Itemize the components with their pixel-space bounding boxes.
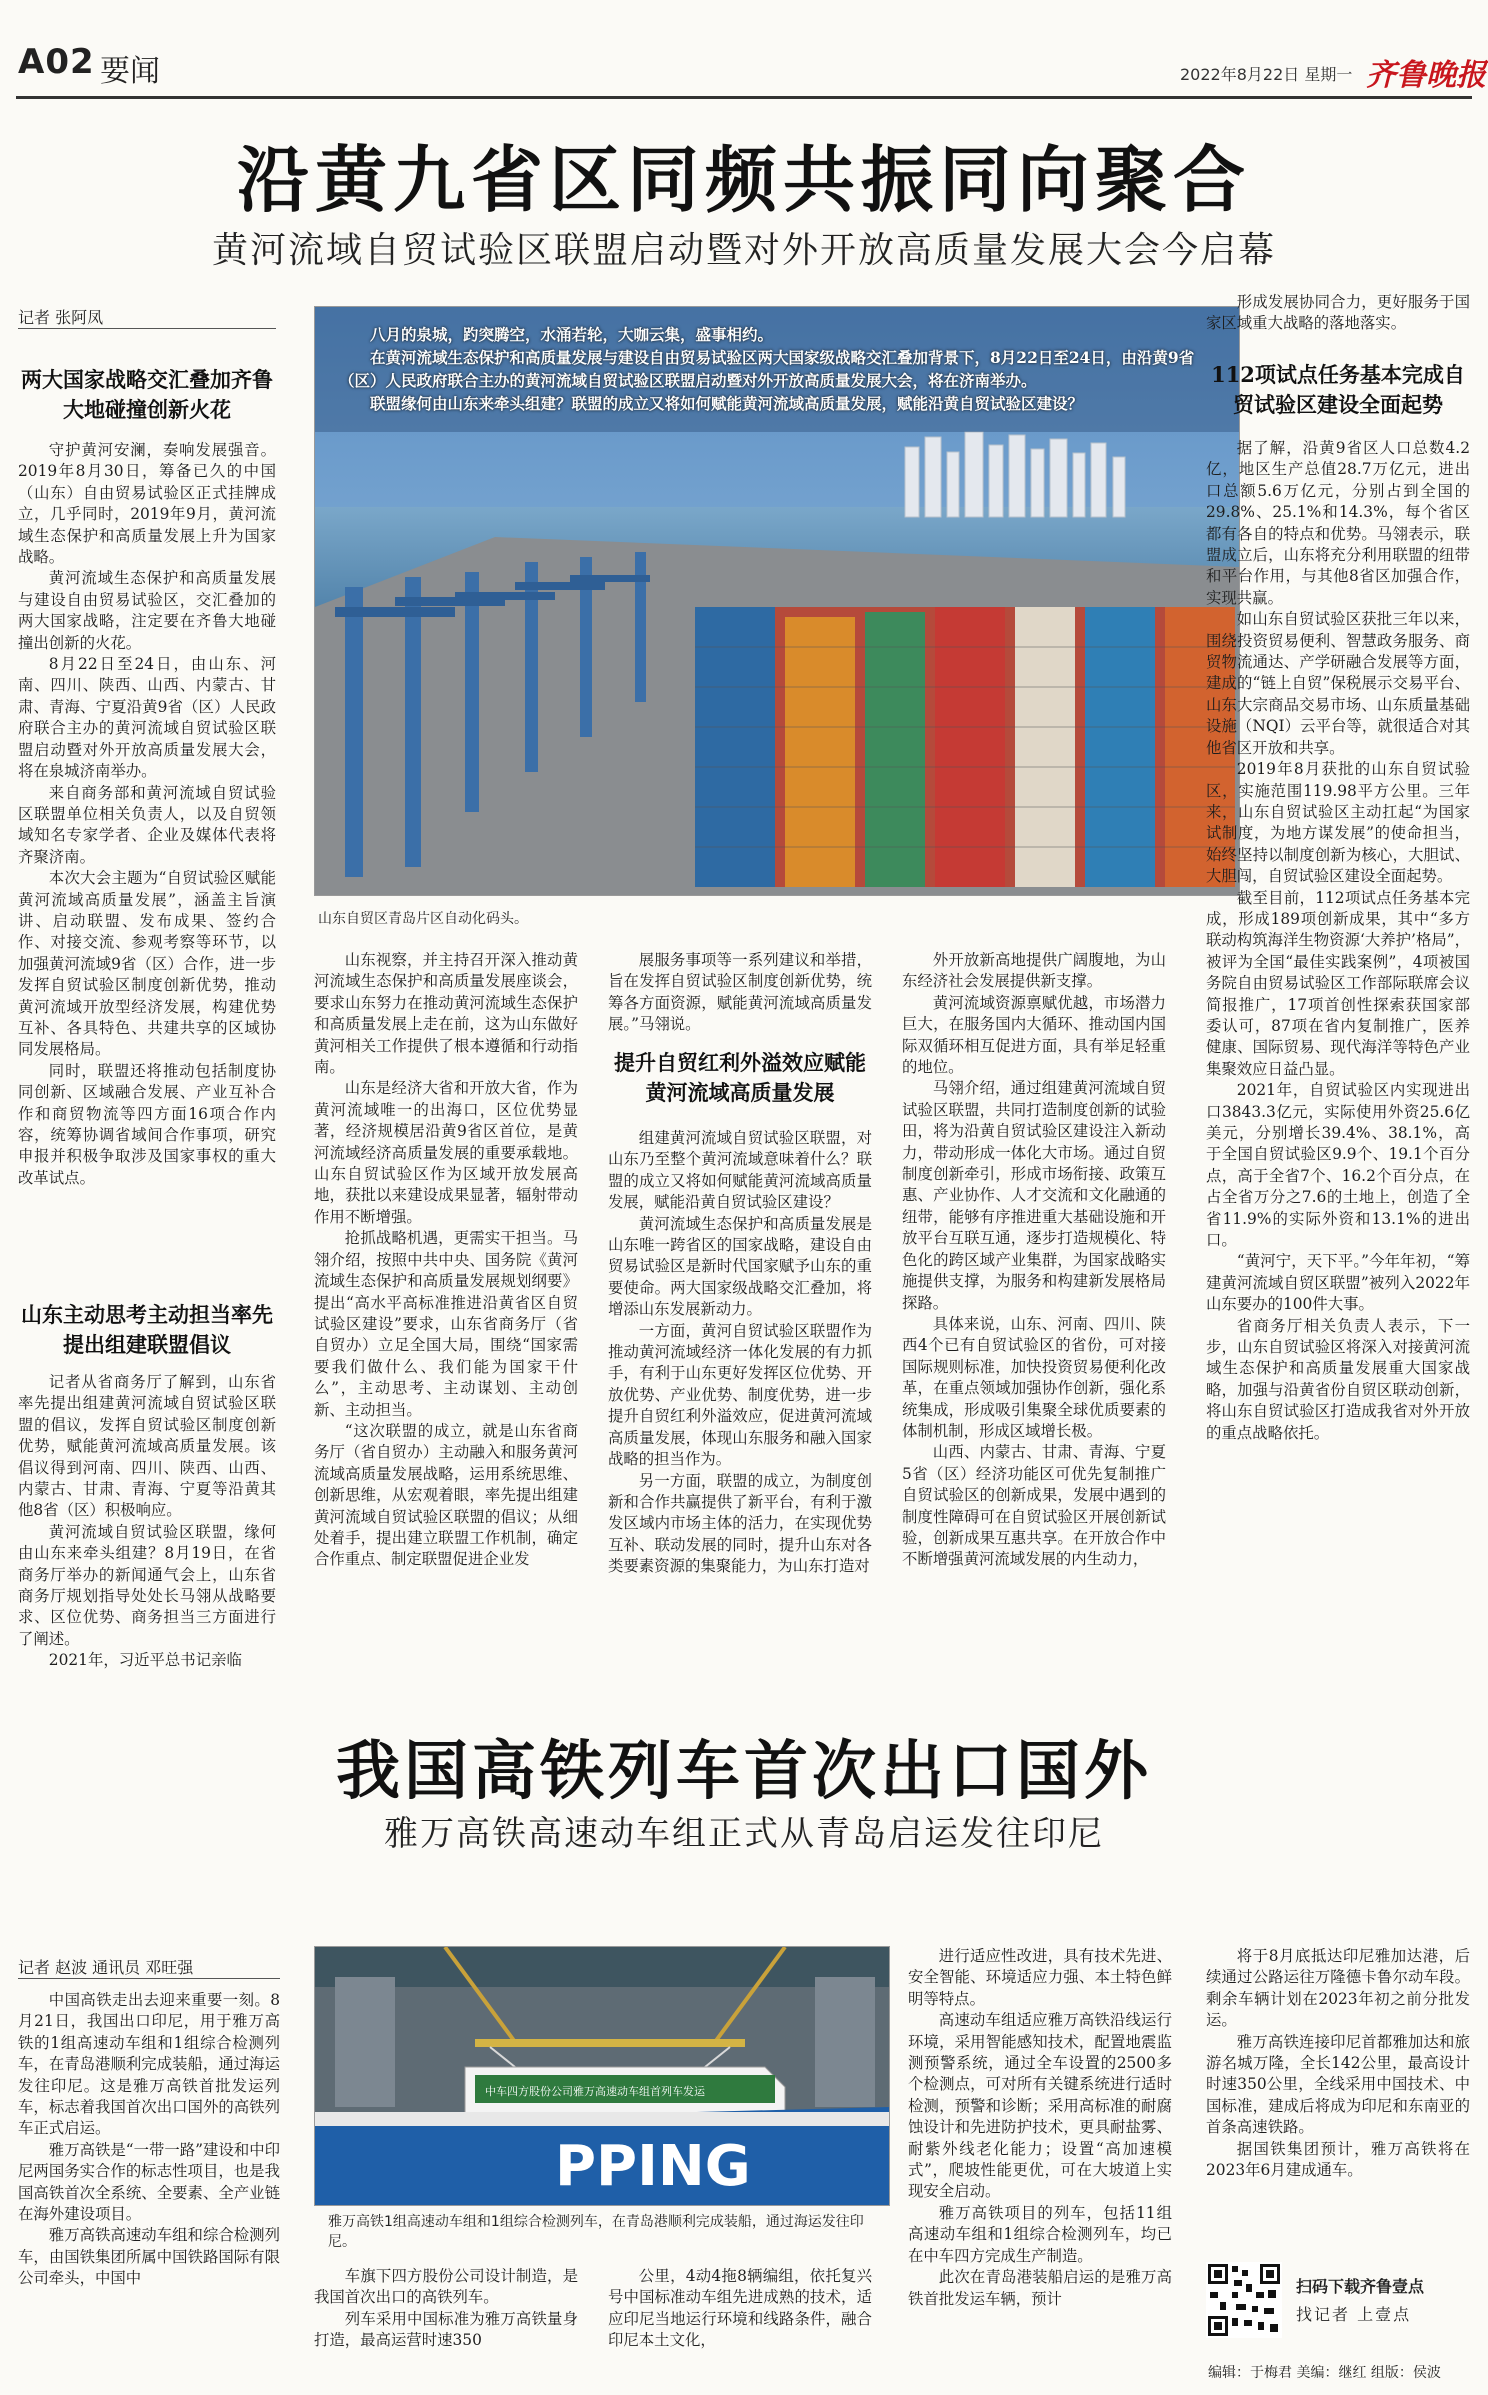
story1-col3a: 展服务事项等一系列建议和举措，旨在发挥自贸试验区制度创新优势，统筹各方面资源，赋能黄河流域高质量发展。”马翎说。: [608, 951, 872, 1034]
page-number: A02: [18, 42, 95, 82]
issue-date: 2022年8月22日 星期一: [1180, 65, 1353, 84]
newspaper-logo: 齐鲁晚报: [1366, 58, 1486, 93]
story1-col5b: 据了解，沿黄9省区人口总数4.2亿，地区生产总值28.7万亿元，进出口总额5.6万亿元，分别占到全国的29.8%、25.1%和14.3%，每个省区都有各自的特点和优势。马翎表示，联盟成立后，山东将充分利用联盟的纽带和平台作用，与其他8省区加强合作，实现共赢。 如山东自贸试验区获批三年以来，围绕投资贸易便利、智慧政务服务、商贸物流通达、产学研融合发展等方面，建成的“链上自贸”保税展示交易平台、山东大宗商品交易市场、山东质量基础设施（NQI）云平台等，就很适合对其他省区开放和共享。 2019年8月获批的山东自贸试验区，实施范围119.98平方公里。三年来，山东自贸试验区主动扛起“为国家试制度，为地方谋发展”的使命担当，始终坚持以制度创新为核心，大胆试、大胆闯，自贸试验区建设全面起势。 截至目前，112项试点任务基本完成，形成189项创新成果，其中“多方联动构筑海洋生物资源‘大养护’格局”，被评为全国“最佳实践案例”，4项被国务院自由贸易试验区工作部际联席会议简报推广，17项首创性探索获国家部委认可，87项在省内复制推广，医养健康、国际贸易、现代海洋等特色产业集聚效应日益凸显。 2021年，自贸试验区内实现进出口3843.3亿元，实际使用外资25.6亿美元，分别增长39.4%、38.1%，高于全国自贸试验区9.9个、19.1个百分点，高于全省7个、16.2个百分点，在占全省万分之7.6的土地上，创造了全省11.9%的实际外资和13.1%的进出口。 “黄河宁，天下平。”今年年初，“筹建黄河流域自贸区联盟”被列入2022年山东要办的100件大事。 省商务厅相关负责人表示，下一步，山东自贸试验区将深入对接黄河流域生态保护和高质量发展重大国家战略，加强与沿黄省份自贸区联动创新，将山东自贸试验区打造成我省对外开放的重点战略依托。: [1206, 439, 1470, 1442]
story1-subhead: 黄河流域自贸试验区联盟启动暨对外开放高质量发展大会今启幕: [211, 230, 1276, 271]
qr-code[interactable]: [1206, 2262, 1282, 2338]
story1-col5a: 形成发展协同合力，更好服务于国家区域重大战略的落地落实。: [1206, 293, 1470, 333]
byline-rule: [18, 328, 276, 329]
subtitle-1: 两大国家战略交汇叠加齐鲁大地碰撞创新火花: [21, 367, 273, 422]
qr-caption-1: 扫码下载齐鲁壹点: [1296, 2277, 1425, 2296]
train-photo: [314, 1946, 890, 2206]
story1-byline: 记者 张阿凤: [18, 308, 104, 327]
story1-headline: 沿黄九省区同频共振同向聚合: [236, 137, 1251, 222]
editor-credits: 编辑：于梅君 美编：继红 组版：侯波: [1208, 2365, 1441, 2381]
ship-hull-text: PPING: [555, 2134, 751, 2199]
port-photo: [314, 306, 1240, 896]
story1-col3b: 组建黄河流域自贸试验区联盟，对山东乃至整个黄河流域意味着什么？联盟的成立又将如何赋能黄河流域高质量发展，赋能沿黄自贸试验区建设？ 黄河流域生态保护和高质量发展是山东唯一跨省区的国家战略，建设自由贸易试验区是新时代国家赋予山东的重要使命。两大国家级战略交汇叠加，将增添山东发展新动力。 一方面，黄河自贸试验区联盟作为推动黄河流域经济一体化发展的有力抓手，有利于山东更好发挥区位优势、开放优势、产业优势、制度优势，进一步提升自贸红利外溢效应，促进黄河流域高质量发展，体现山东服务和融入国家战略的担当作为。 另一方面，联盟的成立，为制度创新和合作共赢提供了新平台，有利于激发区域内市场主体的活力，在实现优势互补、联动发展的同时，提升山东对各类要素资源的集聚能力，为山东打造对: [608, 1129, 872, 1576]
story2-subhead: 雅万高铁高速动车组正式从青岛启运发往印尼: [384, 1814, 1104, 1854]
story2-col1: 中国高铁走出去迎来重要一刻。8月21日，我国出口印尼，用于雅万高铁的1组高速动车组和1组综合检测列车，在青岛港顺利完成装船，通过海运发往印尼。这是雅万高铁首批发运列车，标志着我国首次出口国外的高铁列车正式启运。 雅万高铁是“一带一路”建设和中印尼两国务实合作的标志性项目，也是我国高铁首次全系统、全要素、全产业链在海外建设项目。 雅万高铁高速动车组和综合检测列车，由国铁集团所属中国铁路国际有限公司牵头，中国中: [18, 1991, 281, 2288]
qr-caption-2: 找记者 上壹点: [1296, 2305, 1412, 2324]
story1-col4: 外开放新高地提供广阔腹地，为山东经济社会发展提供新支撑。 黄河流域资源禀赋优越，市场潜力巨大，在服务国内大循环、推动国内国际双循环相互促进方面，具有举足轻重的地位。 马翎介绍，通过组建黄河流域自贸试验区联盟，共同打造制度创新的试验田，将为沿黄自贸试验区建设注入新动力，带动形成一体化大市场。通过自贸制度创新牵引，形成市场衔接、政策互惠、产业协作、人才交流和文化融通的纽带，能够有序推进重大基础设施和开放平台互联互通，逐步打造规模化、特色化的跨区域产业集群，为国家战略实施提供支撑，为服务和构建新发展格局探路。 具体来说，山东、河南、四川、陕西4个已有自贸试验区的省份，可对接国际规则标准，加快投资贸易便利化改革，在重点领域加强协作创新，强化系统集成，形成吸引集聚全球优质要素的体制机制，形成区域增长极。 山西、内蒙古、甘肃、青海、宁夏5省（区）经济功能区可优先复制推广自贸试验区的创新成果，发展中遇到的制度性障碍可在自贸试验区开展创新试验，创新成果互惠共享。在开放合作中不断增强黄河流域发展的内生动力，: [902, 951, 1166, 1569]
subtitle-4: 112项试点任务基本完成自贸试验区建设全面起势: [1211, 362, 1465, 417]
photo-intro-text: 八月的泉城，趵突腾空，水涌若轮，大咖云集，盛事相约。 在黄河流域生态保护和高质量发展与建设自由贸易试验区两大国家级战略交汇叠加背景下，8月22日至24日，由沿黄9省（区）人民政府联合主办的黄河流域自贸试验区联盟启动暨对外开放高质量发展大会，将在济南举办。 联盟缘何由山东来牵头组建？联盟的成立又将如何赋能黄河流域高质量发展，赋能沿黄自贸试验区建设？: [339, 325, 1195, 413]
story1-col2: 山东视察，并主持召开深入推动黄河流域生态保护和高质量发展座谈会，要求山东努力在推动黄河流域生态保护和高质量发展上走在前，这为山东做好黄河相关工作提供了根本遵循和行动指南。 山东是经济大省和开放大省，作为黄河流域唯一的出海口，区位优势显著，经济规模居沿黄9省区首位，是黄河流域经济高质量发展的重要承载地。山东自贸试验区作为区域开放发展高地，获批以来建设成果显著，辐射带动作用不断增强。 抢抓战略机遇，更需实干担当。马翎介绍，按照中共中央、国务院《黄河流域生态保护和高质量发展规划纲要》提出“高水平高标准推进沿黄省区自贸试验区建设”要求，山东省商务厅（省自贸办）立足全国大局，围绕“国家需要我们做什么、我们能为国家干什么”，主动思考、主动谋划、主动创新、主动担当。 “这次联盟的成立，就是山东省商务厅（省自贸办）主动融入和服务黄河流域高质量发展战略，运用系统思维、创新思维，从宏观着眼，率先提出组建黄河流域自贸试验区联盟的倡议；从细处着手，提出建立联盟工作机制，确定合作重点、制定联盟促进企业发: [314, 951, 578, 1569]
header-rule: [16, 96, 1472, 99]
train-shipping-image: [315, 1947, 889, 2205]
story2-headline: 我国高铁列车首次出口国外: [336, 1734, 1152, 1809]
story2-col2: 车旗下四方股份公司设计制造，是我国首次出口的高铁列车。 列车采用中国标准为雅万高铁量身打造，最高运营时速350: [314, 2267, 578, 2350]
photo1-caption: 山东自贸区青岛片区自动化码头。: [318, 911, 528, 927]
story1-col1a: 守护黄河安澜，奏响发展强音。2019年8月30日，筹备已久的中国（山东）自由贸易试验区正式挂牌成立，几乎同时，2019年9月，黄河流域生态保护和高质量发展上升为国家战略。 黄河流域生态保护和高质量发展与建设自由贸易试验区，交汇叠加的两大国家战略，注定要在齐鲁大地碰撞出创新的火花。 8月22日至24日，由山东、河南、四川、陕西、山西、内蒙古、甘肃、青海、宁夏沿黄9省（区）人民政府联合主办的黄河流域自贸试验区联盟启动暨对外开放高质量发展大会，将在泉城济南举办。 来自商务部和黄河流域自贸试验区联盟单位相关负责人，以及自贸领域知名专家学者、企业及媒体代表将齐聚济南。 本次大会主题为“自贸试验区赋能黄河流域高质量发展”，涵盖主旨演讲、启动联盟、发布成果、签约合作、对接交流、参观考察等环节，以加强黄河流域9省（区）合作，进一步发挥自贸试验区制度创新优势，推动黄河流域开放型经济发展，构建优势互补、各具特色、共建共享的区域协同发展格局。 同时，联盟还将推动包括制度协同创新、区域融合发展、产业互补合作和商贸物流等四方面16项合作内容，统筹协调省域间合作事项，研究申报并积极争取涉及国家事权的重大改革试点。: [18, 441, 276, 1187]
story2-byline: 记者 赵波 通讯员 邓旺强: [18, 1958, 194, 1977]
photo2-caption: 雅万高铁1组高速动车组和1组综合检测列车，在青岛港顺利完成装船，通过海运发往印尼。: [328, 2214, 864, 2250]
section-title: 要闻: [100, 54, 160, 89]
story2-col3: 公里，4动4拖8辆编组，依托复兴号中国标准动车组先进成熟的技术，适应印尼当地运行环境和线路条件，融合印尼本土文化，: [608, 2267, 872, 2350]
train-banner-text: 中车四方股份公司雅万高速动车组首列车发运: [485, 2085, 705, 2098]
story1-col1b: 记者从省商务厅了解到，山东省率先提出组建黄河流域自贸试验区联盟的倡议，发挥自贸试验区制度创新优势，赋能黄河流域高质量发展。该倡议得到河南、四川、陕西、山西、内蒙古、甘肃、青海、宁夏等沿黄其他8省（区）积极响应。 黄河流域自贸试验区联盟，缘何由山东来牵头组建？8月19日，在省商务厅举办的新闻通气会上，山东省商务厅规划指导处处长马翎从战略要求、区位优势、商务担当三方面进行了阐述。 2021年，习近平总书记亲临: [18, 1373, 276, 1670]
story2-col4: 进行适应性改进，具有技术先进、安全智能、环境适应力强、本土特色鲜明等特点。 高速动车组适应雅万高铁沿线运行环境，采用智能感知技术，配置地震监测预警系统，通过全车设置的2500多个检测点，可对所有关键系统进行适时检测，预警和诊断；采用高标准的耐腐蚀设计和先进防护技术，更具耐盐雾、耐紫外线老化能力；设置“高加速模式”，爬坡性能更优，可在大坡道上实现安全启动。 雅万高铁项目的列车，包括11组高速动车组和1组综合检测列车，均已在中车四方完成生产制造。 此次在青岛港装船启运的是雅万高铁首批发运车辆，预计: [908, 1947, 1172, 2308]
byline-rule-2: [18, 1978, 280, 1979]
qr-code-icon: [1206, 2262, 1282, 2338]
story2-col5: 将于8月底抵达印尼雅加达港，后续通过公路运往万隆德卡鲁尔动车段。剩余车辆计划在2023年初之前分批发运。 雅万高铁连接印尼首都雅加达和旅游名城万隆，全长142公里，最高设计时速350公里，全线采用中国技术、中国标准，建成后将成为印尼和东南亚的首条高速铁路。 据国铁集团预计，雅万高铁将在2023年6月建成通车。: [1206, 1947, 1470, 2180]
subtitle-3: 提升自贸红利外溢效应赋能黄河流域高质量发展: [614, 1050, 866, 1105]
subtitle-2: 山东主动思考主动担当率先提出组建联盟倡议: [21, 1302, 273, 1357]
